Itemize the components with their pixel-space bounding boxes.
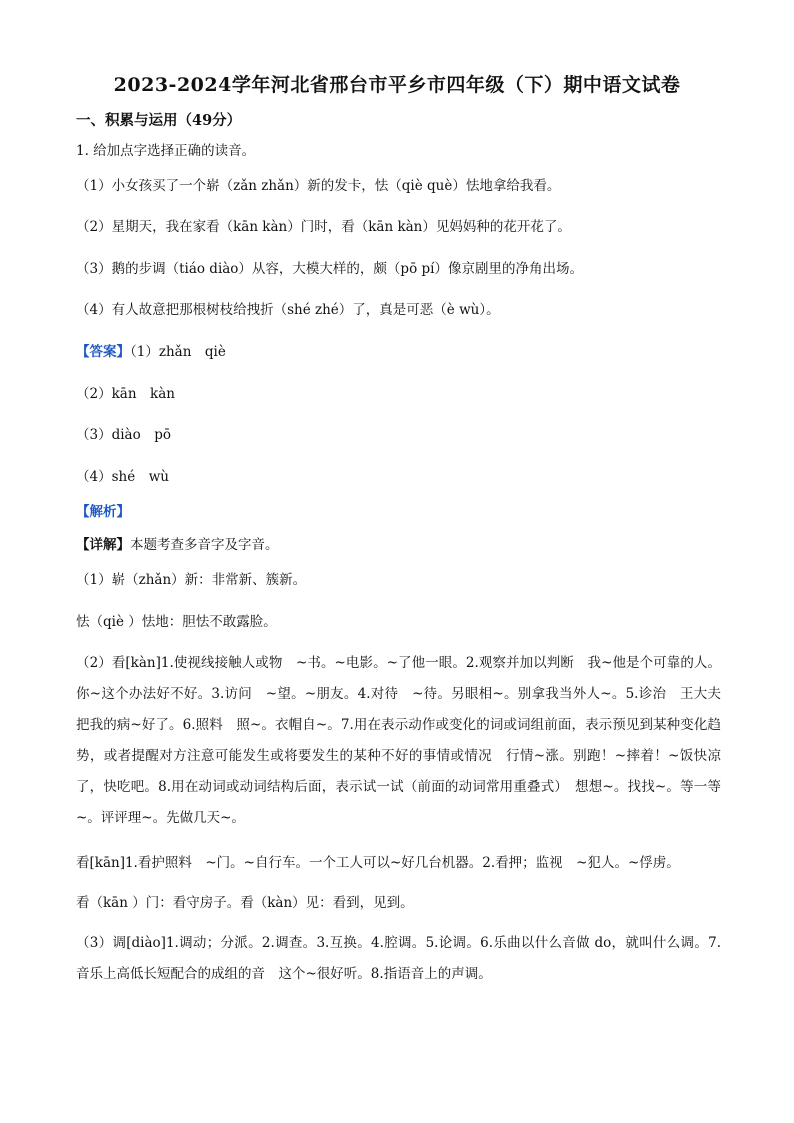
detail-tag: 【详解】 [76,537,130,553]
answer-line [76,342,720,362]
question-item: （4）有人故意把那根树枝给拽折（shé zhé）了，真是可恶（è wù）。 [76,302,500,318]
question-item: （2）星期天，我在家看（kān kàn）门时，看（kān kàn）见妈妈种的花开花了。 [76,219,571,235]
analysis-tag-line [76,502,720,522]
answer-tag: 【答案】 [76,344,130,360]
question-item: （3）鹅的步调（tiáo diào）从容，大模大样的，颇（pō pí）像京剧里的净角出场。 [76,261,583,277]
detail-line [76,535,720,555]
answer-first: （1）zhǎn qiè [130,344,226,360]
analysis-paragraph: （3）调[diào]1.调动；分派。2.调查。3.互换。4.腔调。5.论调。6.乐曲以什么音做 do，就叫什么调。7.音乐上高低长短配合的成组的音 这个~很好听。8.指语音上的声调。 [76,935,721,982]
question-stem: 1. 给加点字选择正确的读音。 [76,143,256,159]
answer-line: （2）kān kàn [76,386,175,402]
analysis-paragraph: （2）看[kàn]1.使视线接触人或物 ~书。~电影。~了他一眼。2.观察并加以判断 我~他是个可靠的人。你~这个办法好不好。3.访问 ~望。~朋友。4.对待 ~待。另眼相~。别拿我当外人~。5.诊治 王大夫把我的病~好了。6.照料 照~。衣帽自~。7.用在表示动作或变化的词或词组前面，表示预见到某种变化趋势，或者提醒对方注意可能发生或将要发生的某种不好的事情或情况 行情~涨。别跑！~摔着！~饭快凉了，快吃吧。8.用在动词或动词结构后面，表示试一试（前面的动词常用重叠式） 想想~。找找~。等一等~。评评理~。先做几天~。 [76,655,721,826]
page-title: 2023-2024学年河北省邢台市平乡市四年级（下）期中语文试卷 [113,74,681,96]
analysis-tag: 【解析】 [76,504,130,520]
question-item: （1）小女孩买了一个崭（zǎn zhǎn）新的发卡，怯（qiè què）怯地拿给我看。 [76,178,561,194]
answer-line: （3）diào pō [76,427,171,443]
analysis-line: 怯（qiè ）怯地：胆怯不敢露脸。 [76,614,277,630]
analysis-paragraph: 看[kān]1.看护照料 ~门。~自行车。一个工人可以~好几台机器。2.看押；监视 ~犯人。~俘虏。 [76,855,680,871]
answer-line: （4）shé wù [76,469,169,485]
detail-text: 本题考查多音字及字音。 [130,537,279,553]
analysis-line: （1）崭（zhǎn）新：非常新、簇新。 [76,572,307,588]
section-heading: 一、积累与运用（49分） [76,112,242,129]
analysis-line: 看（kān ）门：看守房子。看（kàn）见：看到，见到。 [76,895,414,911]
